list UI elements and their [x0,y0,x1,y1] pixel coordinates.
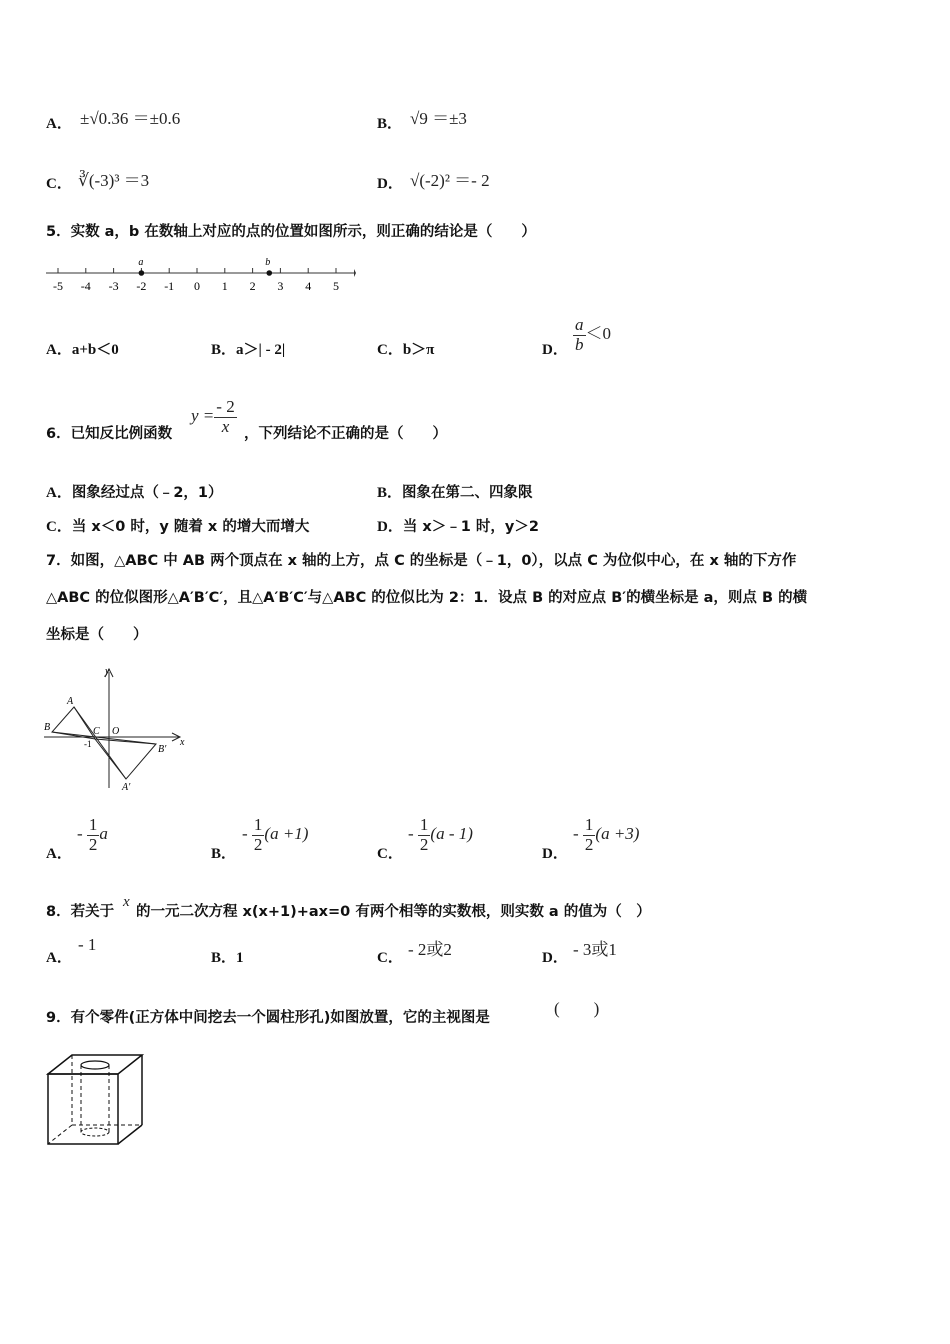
fraction [87,816,100,854]
option-text: 图象在第二、四象限 [402,485,533,501]
fraction-denominator: 2 [584,834,594,854]
q7-stem-line2: △ABC 的位似图形△A′B′C′，且△A′B′C′与△ABC 的位似比为 2：1．设点 B 的对应点 B′的横坐标是 a，则点 B 的横 [46,590,808,606]
q6-option-c [46,515,309,536]
option-text: b＞π [402,342,435,358]
fraction-numerator: 1 [584,815,594,834]
option-label: A． [46,846,72,862]
number-line-arrow [354,269,356,277]
fraction-denominator: x [221,416,230,436]
q4-option-a-expr [80,104,180,129]
tick-label: 5 [333,279,339,293]
q5-option-c [377,338,434,359]
fraction-denominator: 2 [419,834,429,854]
tick-label: -2 [136,279,147,293]
option-label: B． [211,342,237,358]
tick-label: 4 [305,279,312,293]
math-tail: ＜0 [585,324,611,344]
fraction-numerator: 1 [419,815,429,834]
math-tail: a [99,824,108,844]
hole-bottom-ellipse [81,1128,109,1136]
label-y: y [105,666,110,677]
option-text: 图象经过点（﹣2，1） [71,485,223,501]
q7-option-b [211,842,236,863]
q7-option-b-expr [242,816,308,854]
fraction-denominator: b [575,334,584,354]
math-expr: ＝±3 [432,109,467,128]
label-x: x [180,737,185,748]
option-label: B． [211,950,237,966]
math-expr: ∛(-3)³ [78,171,120,190]
minus-sign: - [408,824,414,844]
fraction [418,816,431,854]
q4-option-d [377,172,403,193]
option-label: A． [46,485,72,501]
math-expr: √9 [410,109,428,128]
q5-option-d [542,338,568,359]
q6-stem-pre: 6．已知反比例函数 [46,426,173,442]
q8-option-a-expr: - 1 [78,935,97,954]
fraction [583,816,596,854]
number-line-ticks [53,268,339,293]
q4-option-c-expr [78,166,149,191]
q7-stem-line3: 坐标是（ ） [46,627,148,643]
fraction-denominator: 2 [253,834,263,854]
q4-option-c [46,172,72,193]
q7-option-c [377,842,403,863]
math-expr: ＝- 2 [454,171,490,190]
q4-option-b [377,112,402,133]
option-label: A． [46,950,72,966]
q7-option-a-expr [77,816,108,854]
point-a [139,270,145,276]
cube-right-bottom-edge [118,1125,142,1144]
q6-option-b [377,481,533,502]
cube-top-face [48,1055,142,1074]
hole-top-ellipse [81,1061,109,1069]
similar-triangles-figure [42,662,190,792]
triangle-abc-prime [95,739,156,779]
tick-label: -5 [53,279,63,293]
option-label: D． [542,846,568,862]
label-minus-1: -1 [84,739,92,749]
fraction-numerator: a [575,315,584,334]
line-a-a-prime [74,707,126,779]
label-b: B [44,722,51,733]
q5-stem: 5．实数 a，b 在数轴上对应的点的位置如图所示，则正确的结论是（ ） [46,224,536,240]
q7-option-a [46,842,72,863]
option-label: B． [377,116,403,132]
label-a: A [67,696,74,707]
fraction [573,316,586,354]
option-label: D． [542,342,568,358]
q9-paren: ( ) [554,999,600,1018]
fraction-numerator: 1 [253,815,263,834]
hidden-edge-diagonal [48,1125,72,1144]
q6-function [191,398,237,436]
q8-option-d-expr: - 3或1 [573,940,617,959]
label-b-prime: B′ [158,744,167,755]
fraction-numerator: - 2 [216,397,235,416]
fraction [214,398,236,436]
q8-stem-pre: 8．若关于 [46,904,115,920]
tick-label: 1 [221,279,228,293]
minus-sign: - [77,824,83,844]
tick-label: 2 [249,279,256,293]
label-c: C [93,726,100,737]
option-label: C． [46,176,72,192]
option-label: A． [46,342,72,358]
option-label: D． [377,519,403,535]
q7-stem-line1: 7．如图，△ABC 中 AB 两个顶点在 x 轴的上方，点 C 的坐标是（﹣1，0），以点 C 为位似中心，在 x 轴的下方作 [46,553,797,569]
q6-stem-post: ，下列结论不正确的是（ ） [244,426,447,442]
option-label: D． [377,176,403,192]
math-expr: ±√0.36 [80,109,129,128]
math-tail: (a - 1) [430,824,473,844]
point-b-label: b [265,257,271,268]
option-text: a＞| - 2| [236,342,286,358]
tick-label: 0 [194,279,200,293]
q7-option-d [542,842,568,863]
q8-option-c [377,946,403,967]
option-text: a+b＜0 [71,342,119,358]
tick-label: -4 [80,279,91,293]
line-b-b-prime [52,732,156,744]
q7-option-d-expr [573,816,639,854]
option-label: B． [211,846,237,862]
q8-option-a [46,946,72,967]
q5-option-a [46,338,119,359]
q8-option-c-expr: - 2或2 [408,940,452,959]
q8-option-b [211,946,244,967]
tick-label: -1 [164,279,175,293]
minus-sign: - [242,824,248,844]
q9-stem: 9．有个零件(正方体中间挖去一个圆柱形孔)如图放置，它的主视图是 [46,1010,490,1026]
q4-option-b-expr [410,104,467,129]
q6-option-d [377,515,539,536]
label-o: O [112,726,120,737]
number-line-figure [44,254,359,296]
tick-label: -3 [108,279,119,293]
minus-sign: - [573,824,579,844]
q4-option-a [46,112,72,133]
point-b [266,270,272,276]
function-lhs: y = [191,406,215,426]
option-label: B． [377,485,403,501]
label-a-prime: A′ [122,782,131,792]
q8-option-d [542,946,568,967]
math-tail: (a +3) [595,824,640,844]
point-a-label: a [138,257,144,268]
math-expr: ＝±0.6 [132,109,181,128]
math-tail: (a +1) [264,824,309,844]
option-label: C． [377,950,403,966]
q6-option-a [46,481,223,502]
fraction-numerator: 1 [88,815,98,834]
option-text: 当 x＞﹣1 时，y＞2 [402,519,539,535]
math-expr: ＝3 [123,171,150,190]
cube-with-hole-figure [44,1050,154,1150]
q8-stem-post: 的一元二次方程 x(x+1)+ax=0 有两个相等的实数根，则实数 a 的值为（ ） [136,904,651,920]
option-label: A． [46,116,72,132]
q7-option-c-expr [408,816,473,854]
q5-option-b [211,338,285,359]
math-expr: √(-2)² [410,171,450,190]
tick-label: 3 [277,279,284,293]
option-label: C． [377,342,403,358]
q4-option-d-expr [410,166,490,191]
option-label: C． [46,519,72,535]
fraction [252,816,265,854]
fraction-denominator: 2 [88,834,98,854]
q5-option-d-expr [573,316,611,354]
option-text: 当 x＜0 时，y 随着 x 的增大而增大 [71,519,310,535]
option-label: C． [377,846,403,862]
q8-var: x [123,894,130,910]
option-label: D． [542,950,568,966]
option-text: 1 [236,950,244,966]
